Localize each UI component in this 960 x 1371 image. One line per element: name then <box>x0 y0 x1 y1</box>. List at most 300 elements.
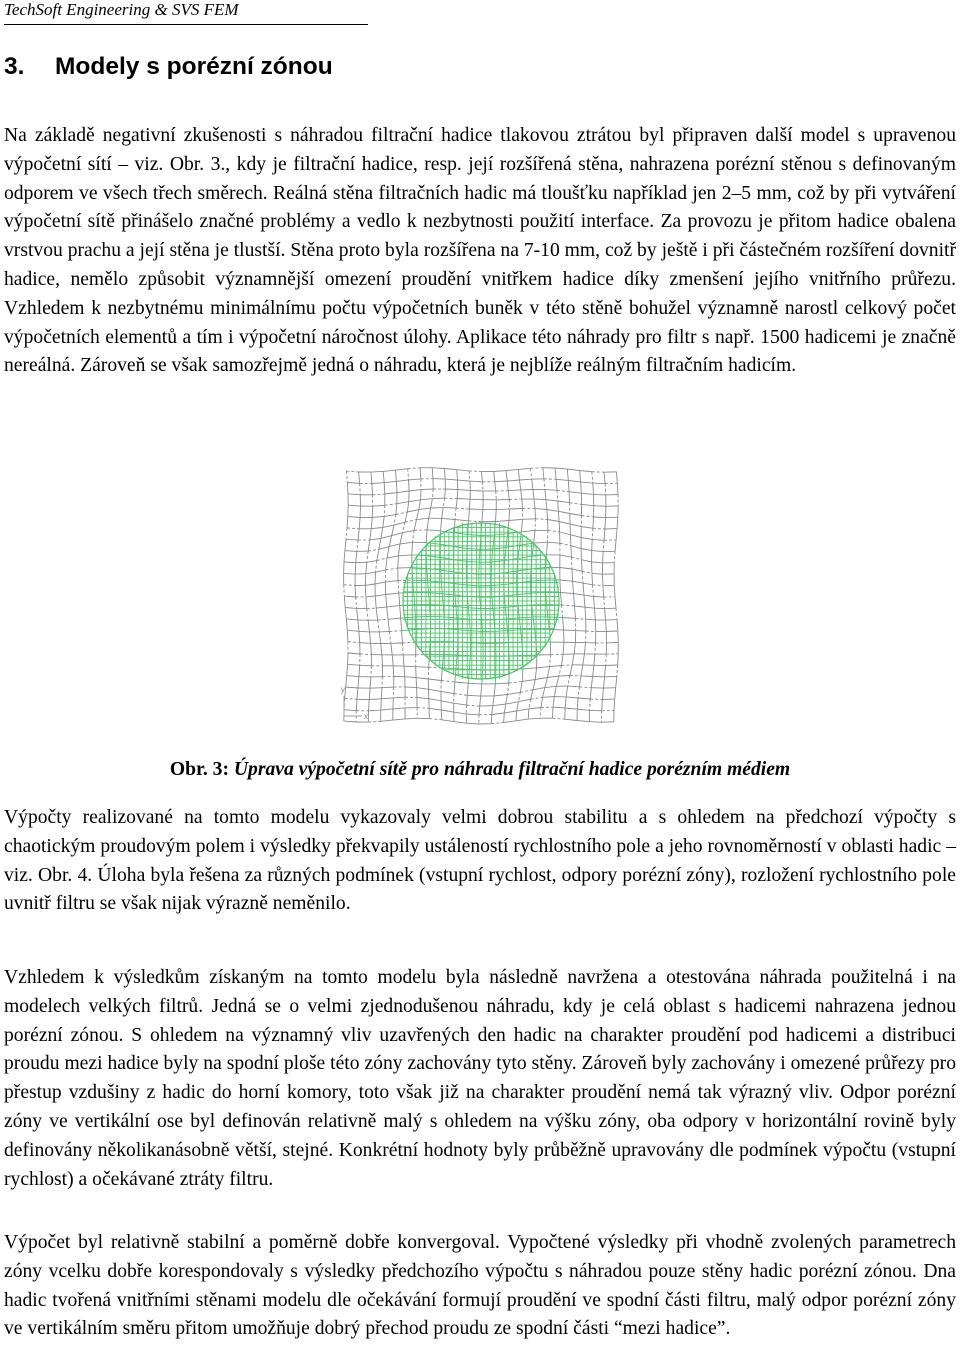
mesh-edge <box>577 721 589 722</box>
mesh-edge <box>379 632 381 644</box>
mesh-edge <box>593 585 603 586</box>
mesh-edge <box>531 697 543 699</box>
mesh-edge <box>594 597 595 609</box>
mesh-edge <box>561 665 572 666</box>
mesh-edge <box>565 697 566 708</box>
mesh-edge <box>367 551 368 562</box>
mesh-edge <box>507 481 508 491</box>
mesh-edge <box>593 517 594 528</box>
mesh-edge <box>359 518 360 529</box>
mesh-edge <box>591 677 592 688</box>
mesh-edge <box>468 683 482 684</box>
mesh-edge <box>441 701 454 703</box>
porous-zone-edge <box>530 569 531 581</box>
mesh-edge <box>419 508 431 510</box>
mesh-edge <box>504 713 505 723</box>
mesh-edge <box>585 607 586 619</box>
mesh-edge <box>594 494 606 495</box>
mesh-edge <box>443 498 444 507</box>
mesh-edge <box>606 654 607 665</box>
mesh-edge <box>344 721 356 722</box>
mesh-edge <box>384 481 396 482</box>
mesh-edge <box>405 512 407 522</box>
mesh-edge <box>508 491 509 500</box>
porous-zone-edge <box>468 535 481 536</box>
mesh-edge <box>494 472 495 482</box>
mesh-edge <box>359 631 370 632</box>
mesh-edge <box>432 489 433 499</box>
mesh-edge <box>360 654 371 655</box>
porous-zone-edge <box>442 594 443 606</box>
mesh-image <box>336 466 626 732</box>
porous-zone-edge <box>427 568 428 580</box>
mesh-edge <box>377 549 379 560</box>
mesh-edge <box>561 654 563 665</box>
mesh-edge <box>375 582 385 584</box>
mesh-edge <box>433 479 445 480</box>
mesh-edge <box>554 686 556 696</box>
mesh-edge <box>495 683 509 684</box>
mesh-edge <box>606 620 617 621</box>
axis-label-y: y <box>341 685 345 694</box>
mesh-edge <box>387 547 389 558</box>
porous-zone-edge <box>441 570 454 572</box>
mesh-edge <box>384 483 385 494</box>
mesh-edge <box>506 702 519 704</box>
mesh-edge <box>345 551 357 552</box>
mesh-edge <box>385 504 397 506</box>
mesh-edge <box>386 558 387 570</box>
mesh-edge <box>592 528 593 539</box>
mesh-edge <box>398 556 399 568</box>
mesh-edge <box>593 483 605 484</box>
mesh-edge <box>606 665 618 666</box>
mesh-edge <box>383 470 395 471</box>
mesh-edge <box>518 469 519 480</box>
mesh-edge <box>359 631 360 642</box>
mesh-edge <box>381 644 382 655</box>
mesh-edge <box>344 585 345 596</box>
mesh-edge <box>534 499 535 509</box>
mesh-edge <box>344 596 355 597</box>
mesh-edge <box>602 688 603 699</box>
mesh-edge <box>575 606 586 607</box>
mesh-edge <box>517 702 519 711</box>
mesh-edge <box>522 669 523 682</box>
mesh-edge <box>509 509 510 521</box>
mesh-edge <box>555 468 567 469</box>
mesh-edge <box>445 469 457 470</box>
mesh-edge <box>504 721 516 723</box>
mesh-edge <box>493 704 506 706</box>
mesh-edge <box>432 468 444 469</box>
mesh-edge <box>531 690 533 699</box>
porous-zone-edge <box>505 607 506 619</box>
mesh-edge <box>469 521 482 522</box>
mesh-edge <box>402 522 405 533</box>
mesh-edge <box>370 632 371 643</box>
mesh-edge <box>346 687 358 688</box>
mesh-edge <box>376 607 387 608</box>
mesh-edge <box>427 518 429 530</box>
mesh-edge <box>367 561 377 563</box>
mesh-edge <box>345 539 346 550</box>
mesh-edge <box>371 666 372 677</box>
mesh-edge <box>595 608 596 620</box>
mesh-edge <box>548 530 560 532</box>
mesh-edge <box>581 482 582 493</box>
mesh-edge <box>441 668 442 681</box>
mesh-edge <box>567 469 579 470</box>
mesh-edge <box>510 509 523 510</box>
mesh-edge <box>421 489 433 490</box>
mesh-edge <box>442 518 455 519</box>
mesh-edge <box>492 706 493 715</box>
mesh-edge <box>367 608 376 609</box>
mesh-edge <box>393 708 405 709</box>
mesh-edge <box>509 681 522 683</box>
mesh-edge <box>605 484 606 495</box>
mesh-edge <box>365 584 375 585</box>
mesh-edge <box>369 688 370 699</box>
mesh-edge <box>540 708 541 719</box>
porous-zone-edge <box>468 608 480 609</box>
mesh-edge <box>409 479 421 480</box>
running-header: TechSoft Engineering & SVS FEM <box>4 0 368 25</box>
mesh-edge <box>592 573 593 585</box>
mesh-edge <box>344 551 345 562</box>
porous-zone-edge <box>482 670 483 684</box>
porous-zone-edge <box>454 584 455 596</box>
mesh-edge <box>494 695 507 696</box>
mesh-edge <box>577 698 578 709</box>
mesh-edge <box>522 680 535 682</box>
mesh-edge <box>593 585 594 597</box>
porous-zone-edge <box>495 670 496 684</box>
mesh-edge <box>347 630 359 631</box>
mesh-edge <box>344 596 345 607</box>
mesh-edge <box>466 714 479 715</box>
mesh-edge <box>541 697 543 707</box>
mesh-edge <box>397 491 409 493</box>
mesh-edge <box>578 698 590 699</box>
mesh-edge <box>371 643 372 654</box>
mesh-edge <box>457 470 469 471</box>
mesh-edge <box>413 530 415 542</box>
mesh-edge <box>520 479 532 480</box>
mesh-edge <box>571 557 572 569</box>
mesh-edge <box>383 471 384 482</box>
mesh-edge <box>404 666 416 667</box>
mesh-edge <box>381 688 382 699</box>
mesh-edge <box>549 629 563 630</box>
mesh-edge <box>393 666 394 677</box>
mesh-edge <box>565 708 577 709</box>
mesh-edge <box>355 563 356 574</box>
mesh-edge <box>592 472 604 473</box>
mesh-edge <box>582 571 583 583</box>
mesh-edge <box>516 711 517 721</box>
mesh-edge <box>508 490 520 491</box>
mesh-edge <box>470 481 483 482</box>
mesh-edge <box>568 480 569 491</box>
porous-zone-edge <box>414 593 415 605</box>
mesh-edge <box>583 583 593 585</box>
mesh-edge <box>421 499 433 500</box>
mesh-edge <box>581 493 593 494</box>
mesh-edge <box>445 479 457 480</box>
mesh-edge <box>458 490 471 491</box>
mesh-edge <box>355 586 356 598</box>
mesh-edge <box>547 530 548 542</box>
porous-zone-edge <box>454 533 467 535</box>
mesh-edge <box>592 573 603 574</box>
mesh-edge <box>563 618 576 619</box>
section-title: Modely s porézní zónou <box>55 53 333 80</box>
mesh-edge <box>529 708 541 709</box>
mesh-edge <box>383 516 384 527</box>
porous-zone-edge <box>444 617 457 618</box>
mesh-edge <box>520 480 521 490</box>
mesh-edge <box>545 490 546 500</box>
mesh-edge <box>522 499 523 508</box>
porous-zone-edge <box>479 549 480 562</box>
mesh-edge <box>429 708 441 710</box>
porous-zone-edge <box>458 630 471 631</box>
mesh-edge <box>574 643 575 654</box>
mesh-edge <box>371 472 372 483</box>
mesh-edge <box>414 520 416 531</box>
mesh-edge <box>547 542 560 543</box>
mesh-edge <box>617 665 618 676</box>
mesh-edge <box>559 676 570 677</box>
mesh-edge <box>506 471 507 481</box>
mesh-edge <box>545 686 557 687</box>
mesh-edge <box>581 665 583 676</box>
mesh-edge <box>570 535 581 538</box>
porous-zone-edge <box>491 585 503 586</box>
mesh-edge <box>615 540 616 551</box>
mesh-edge <box>543 697 555 698</box>
mesh-edge <box>370 677 371 688</box>
mesh-edge <box>504 704 505 713</box>
mesh-edge <box>416 678 417 688</box>
mesh-edge <box>560 532 571 535</box>
mesh-edge <box>606 654 618 655</box>
porous-zone-edge <box>468 670 469 684</box>
mesh-edge <box>481 684 482 696</box>
porous-zone-edge <box>412 568 427 569</box>
mesh-edge <box>381 720 393 721</box>
mesh-edge <box>396 469 408 470</box>
mesh-edge <box>604 677 605 688</box>
mesh-edge <box>571 546 581 549</box>
mesh-edge <box>535 519 547 520</box>
mesh-edge <box>356 597 357 608</box>
mesh-edge <box>548 676 559 677</box>
mesh-edge <box>618 631 619 642</box>
mesh-edge <box>455 508 456 519</box>
mesh-edge <box>348 517 360 518</box>
mesh-edge <box>382 687 394 688</box>
mesh-edge <box>467 695 468 705</box>
mesh-edge <box>429 699 441 701</box>
porous-zone-edge <box>494 534 507 535</box>
mesh-edge <box>388 619 389 631</box>
paragraph-2: Výpočty realizované na tomto modelu vykazovaly velmi dobrou stabilitu a s ohledem na předchozí výpočty s chaotickým proudovým polem i výsledky překvapily ustáleností rychlostního pole a jeho rovnoměrností v oblasti hadic – viz. Obr. 4. Úloha byla řešena za různých podmínek (vstupní rychlost, odpory porézní zóny), rozložení rychlostního pole uvnitř filtru se však nijak výrazně neměnilo. <box>4 807 956 915</box>
mesh-edge <box>396 512 407 515</box>
mesh-edge <box>507 480 519 481</box>
mesh-edge <box>372 484 373 495</box>
mesh-edge <box>506 695 508 705</box>
mesh-edge <box>518 692 520 701</box>
mesh-edge <box>347 676 359 677</box>
mesh-edge <box>556 479 568 480</box>
mesh-edge <box>469 499 470 509</box>
mesh-edge <box>616 608 617 619</box>
mesh-edge <box>560 568 572 570</box>
mesh-edge <box>397 502 409 504</box>
mesh-edge <box>550 655 551 667</box>
mesh-edge <box>531 468 543 469</box>
mesh-edge <box>534 530 535 543</box>
porous-zone-edge <box>504 583 517 585</box>
mesh-edge <box>386 595 387 607</box>
porous-zone-edge <box>518 545 520 558</box>
mesh-edge <box>562 605 563 618</box>
mesh-edge <box>579 687 591 688</box>
mesh-edge <box>458 480 470 481</box>
mesh-edge <box>602 700 603 711</box>
mesh-edge <box>580 471 592 472</box>
mesh-edge <box>592 539 593 550</box>
porous-zone-edge <box>532 543 534 556</box>
mesh-edge <box>348 642 360 643</box>
mesh-edge <box>454 712 467 714</box>
mesh-edge <box>376 608 377 620</box>
mesh-edge <box>562 605 575 606</box>
mesh-edge <box>557 490 558 501</box>
mesh-edge <box>583 654 585 665</box>
mesh-edge <box>548 520 560 522</box>
mesh-edge <box>373 494 385 495</box>
mesh-edge <box>535 509 547 510</box>
mesh-edge <box>369 710 381 711</box>
mesh-edge <box>558 511 569 513</box>
mesh-edge <box>509 519 523 520</box>
mesh-edge <box>585 607 595 608</box>
mesh-edge <box>369 699 381 700</box>
mesh-edge <box>400 606 401 619</box>
mesh-edge <box>618 654 619 665</box>
mesh-edge <box>346 676 347 687</box>
mesh-edge <box>470 490 483 491</box>
mesh-edge <box>387 606 400 607</box>
mesh-edge <box>408 468 420 469</box>
mesh-edge <box>614 699 615 710</box>
mesh-edge <box>455 682 469 683</box>
mesh-edge <box>402 643 403 655</box>
mesh-edge <box>408 469 409 480</box>
mesh-edge <box>404 666 405 677</box>
mesh-edge <box>356 551 357 562</box>
mesh-edge <box>592 472 593 483</box>
mesh-edge <box>572 654 574 665</box>
mesh-edge <box>370 529 371 540</box>
mesh-edge <box>584 643 585 654</box>
mesh-edge <box>454 520 455 533</box>
mesh-edge <box>616 472 617 483</box>
mesh-edge <box>574 594 575 606</box>
mesh-edge <box>429 689 442 691</box>
mesh-edge <box>590 699 591 710</box>
mesh-edge <box>482 482 483 491</box>
mesh-edge <box>445 489 446 498</box>
figure-caption <box>0 756 960 784</box>
mesh-edge <box>570 503 582 505</box>
mesh-edge <box>582 516 594 518</box>
mesh-edge <box>358 620 359 631</box>
mesh-edge <box>346 619 347 630</box>
mesh-edge <box>417 510 419 520</box>
mesh-edge <box>570 535 571 546</box>
mesh-edge <box>593 665 594 676</box>
mesh-edge <box>581 549 592 551</box>
mesh-edge <box>348 653 360 654</box>
mesh-edge <box>426 530 427 543</box>
mesh-edge <box>469 471 481 472</box>
mesh-edge <box>560 580 561 593</box>
mesh-edge <box>548 667 550 678</box>
mesh-edge <box>347 528 359 529</box>
mesh-edge <box>389 544 400 547</box>
mesh-edge <box>583 583 584 595</box>
mesh-edge <box>402 530 414 532</box>
mesh-edge <box>419 500 421 510</box>
porous-zone-edge <box>430 616 444 617</box>
mesh-edge <box>377 558 387 561</box>
mesh-edge <box>521 519 522 532</box>
mesh-edge <box>558 501 559 511</box>
mesh-edge <box>561 593 562 606</box>
porous-zone-edge <box>495 631 508 632</box>
mesh-edge <box>593 483 594 494</box>
caption-text: Úprava výpočetní sítě pro náhradu filtrační hadice porézním médiem <box>233 759 791 780</box>
porous-zone-edge <box>467 561 480 562</box>
mesh-edge <box>606 631 618 632</box>
mesh-edge <box>544 479 556 480</box>
mesh-edge <box>391 643 392 655</box>
mesh-edge <box>563 618 564 631</box>
mesh-edge <box>420 468 421 479</box>
mesh-edge <box>427 530 441 531</box>
mesh-edge <box>401 618 402 631</box>
mesh-edge <box>357 608 358 620</box>
mesh-edge <box>346 471 358 472</box>
mesh-edge <box>586 619 596 620</box>
mesh-edge <box>442 720 454 722</box>
mesh-edge <box>592 562 603 563</box>
porous-zone-edge <box>441 570 442 582</box>
mesh-edge <box>604 529 605 540</box>
mesh-edge <box>445 469 446 480</box>
mesh-edge <box>381 527 383 538</box>
porous-zone-edge <box>518 556 532 558</box>
mesh-edge <box>575 606 576 618</box>
mesh-edge <box>372 516 384 517</box>
mesh-edge <box>521 490 522 499</box>
mesh-edge <box>581 527 593 529</box>
